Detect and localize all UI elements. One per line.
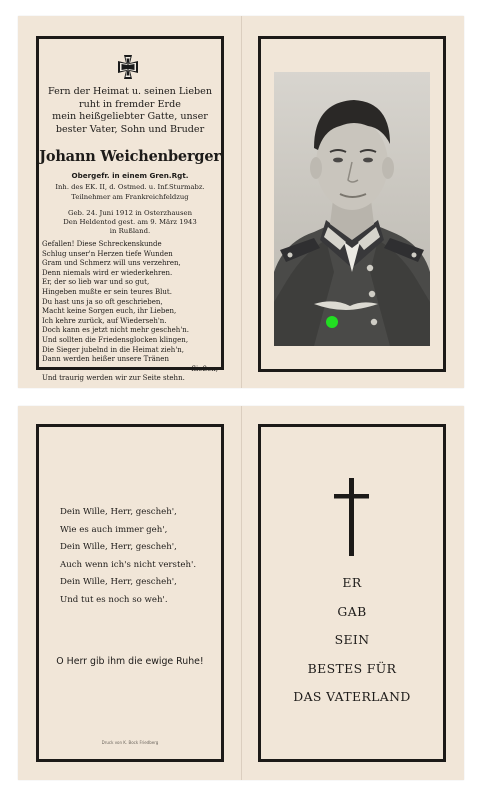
portrait-photo [274,72,430,346]
prayer-line: Dein Wille, Herr, gescheh', [60,507,177,517]
fold-line [241,406,242,780]
poem-line: Und traurig werden wir zur Seite stehn. [42,374,185,383]
tribute-line: ER [342,575,362,590]
tribute-text [262,569,442,712]
rank-line: Obergefr. in einem Gren.Rgt. [71,171,189,180]
poem-line: Denn niemals wird er wiederkehren. [42,268,173,277]
poem-line: Macht keine Sorgen euch, ihr Lieben, [42,307,177,316]
green-mark-icon [326,316,338,328]
awards-text [36,183,224,202]
poem-line: Hingeben mußte er sein teures Blut. [42,287,172,296]
printer-credit: Druck von K. Bock Friedberg [101,740,159,745]
tribute-line: GAB [337,603,367,619]
awards-line: Teilnehmer am Frankreichfeldzug [71,192,189,201]
poem-line: Dann werden heißer unsere Tränen [42,355,169,364]
poem-line: Und sollten die Friedensglocken klingen, [42,335,189,344]
soldier-portrait-image [274,72,430,346]
bottom-card [18,406,464,780]
intro-text [40,86,220,136]
poem-line: Doch kann es jetzt nicht mehr gescheh'n. [42,326,189,335]
poem-line: Schlug unser'n Herzen tiefe Wunden [42,249,173,258]
iron-cross-icon [115,54,141,80]
poem-line: Gefallen! Diese Schreckenskunde [42,240,162,248]
tribute-line: SEIN [334,632,370,647]
top-card [18,16,464,388]
prayer-line: Dein Wille, Herr, gescheh', [60,542,177,552]
poem-line: fließen, [191,364,218,373]
prayer-line: Und tut es noch so weh'. [60,594,168,605]
prayer-line: Auch wenn ich's nicht versteh'. [60,559,197,570]
poem-line: Die Sieger jubelnd in die Heimat zieh'n, [42,345,184,354]
place-line: in Rußland. [109,227,151,235]
poem-line: Gram und Schmerz will uns verzehren, [42,259,181,268]
poem-line: Du hast uns ja so oft geschrieben, [42,297,163,306]
intro-line: Fern der Heimat u. seinen Lieben [47,86,213,97]
death-line: Den Heldentod gest. am 9. März 1943 [63,218,197,226]
tribute-line: BESTES FÜR [307,660,397,676]
deceased-name: Johann Weichenberger [39,148,221,165]
tribute-line: DAS VATERLAND [293,689,411,704]
prayer-line: Dein Wille, Herr, gescheh', [60,577,177,587]
awards-line: Inh. des EK. II, d. Ostmed. u. Inf.Sturmabz. [55,183,205,191]
birth-line: Geb. 24. Juni 1912 in Osterzhausen [67,209,193,217]
prayer-line: Wie es auch immer geh', [60,524,168,535]
intro-line: mein heißgeliebter Gatte, unser [52,111,208,123]
latin-cross-icon [332,478,372,558]
poem-line: Ich kehre zurück, auf Wiederseh'n. [42,316,167,325]
intro-line: bester Vater, Sohn und Bruder [55,123,205,135]
poem-text [42,240,218,384]
prayer-text [60,504,210,609]
dates-text [40,209,220,236]
fold-line [241,16,242,388]
poem-line: Er, der so lieb war und so gut, [42,278,150,287]
closing-prayer: O Herr gib ihm die ewige Ruhe! [56,656,204,667]
intro-line: ruht in fremder Erde [79,98,181,110]
